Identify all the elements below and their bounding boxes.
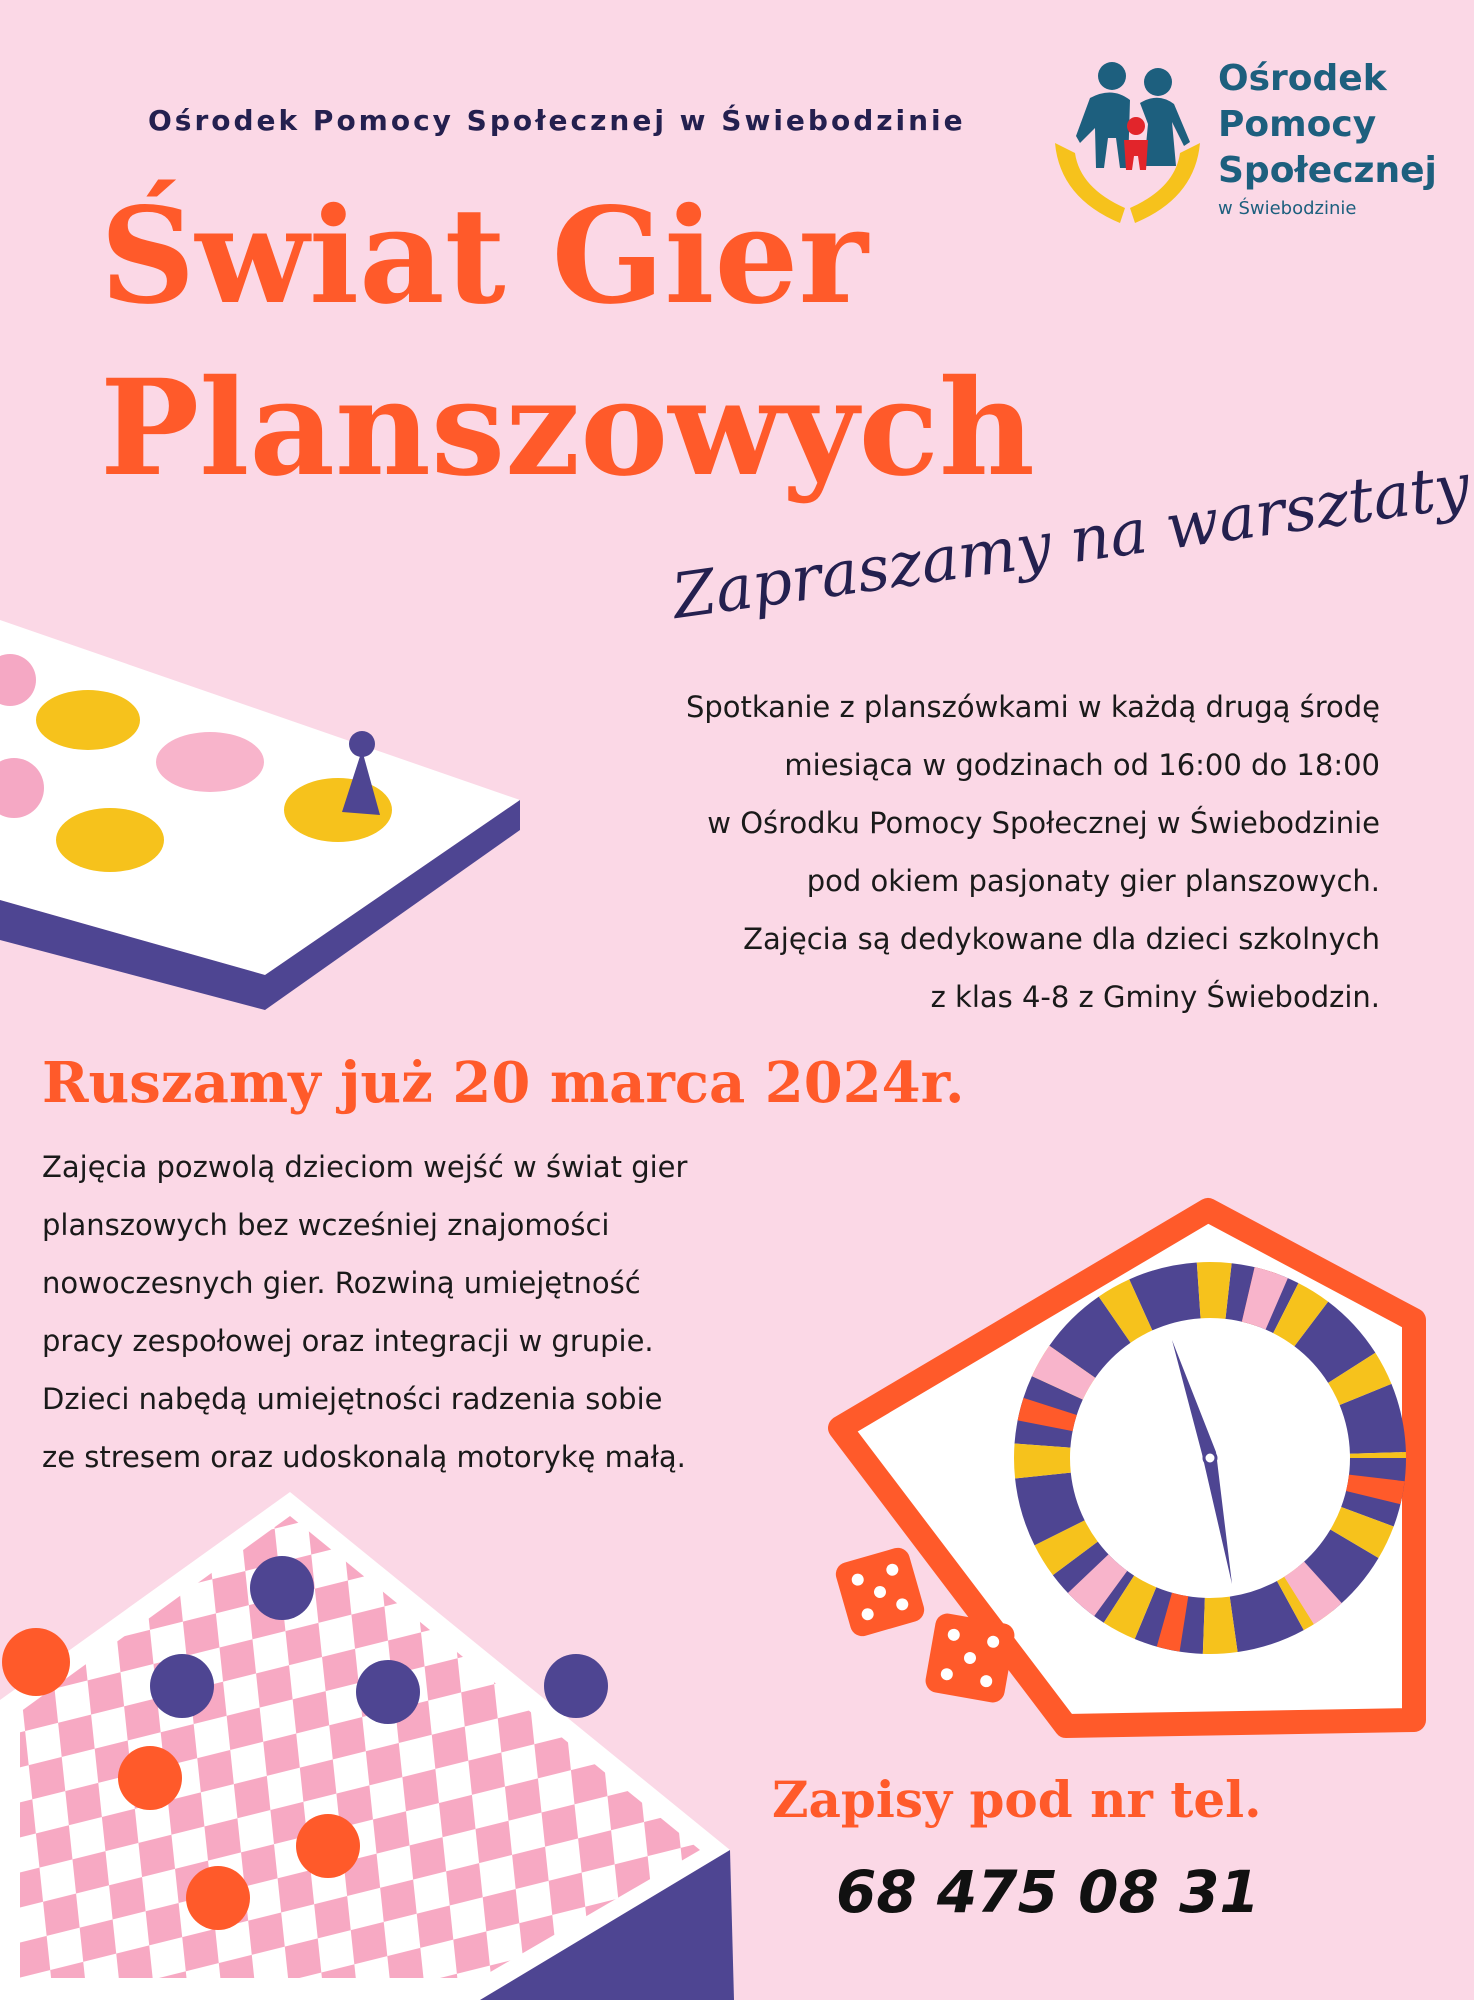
family-hands-icon	[1050, 58, 1220, 228]
info-line: z klas 4-8 z Gminy Świebodzin.	[930, 980, 1380, 1014]
description-line: nowoczesnych gier. Rozwiną umiejętność	[42, 1266, 641, 1300]
info-block	[480, 678, 1380, 1026]
checkers-board-icon	[0, 1492, 740, 2000]
info-line: miesiąca w godzinach od 16:00 do 18:00	[784, 748, 1380, 782]
dice-icon	[832, 1540, 1032, 1720]
logo-line-1: Ośrodek	[1218, 58, 1387, 99]
phone-number[interactable]: 68 475 08 31	[836, 1858, 1260, 1926]
logo-line-3: Społecznej	[1218, 150, 1437, 191]
info-line: Zajęcia są dedykowane dla dzieci szkolnych	[743, 922, 1380, 956]
description-block	[42, 1138, 687, 1486]
start-date: Ruszamy już 20 marca 2024r.	[42, 1050, 965, 1116]
title-line-1: Świat Gier	[100, 179, 868, 334]
info-line: Spotkanie z planszówkami w każdą drugą środę	[685, 690, 1380, 724]
description-line: planszowych bez wcześniej znajomości	[42, 1208, 610, 1242]
signup-label: Zapisy pod nr tel.	[772, 1770, 1262, 1829]
info-line: w Ośrodku Pomocy Społecznej w Świebodzinie	[707, 806, 1380, 840]
invite-text: Zapraszamy na warsztaty	[667, 448, 1474, 633]
description-line: pracy zespołowej oraz integracji w grupie.	[42, 1324, 654, 1358]
description-line: Zajęcia pozwolą dzieciom wejść w świat gier	[42, 1150, 688, 1184]
dot-board-icon	[0, 600, 540, 1020]
logo-line-2: Pomocy	[1218, 104, 1377, 145]
organization-header: Ośrodek Pomocy Społecznej w Świebodzinie	[148, 104, 966, 137]
info-line: pod okiem pasjonaty gier planszowych.	[806, 864, 1380, 898]
logo-subtitle: w Świebodzinie	[1218, 198, 1357, 219]
description-line: Dzieci nabędą umiejętności radzenia sobie	[42, 1382, 663, 1416]
title-line-2: Planszowych	[100, 351, 1035, 506]
logo-text	[1218, 56, 1437, 194]
description-line: ze stresem oraz udoskonalą motorykę małą.	[42, 1440, 686, 1474]
